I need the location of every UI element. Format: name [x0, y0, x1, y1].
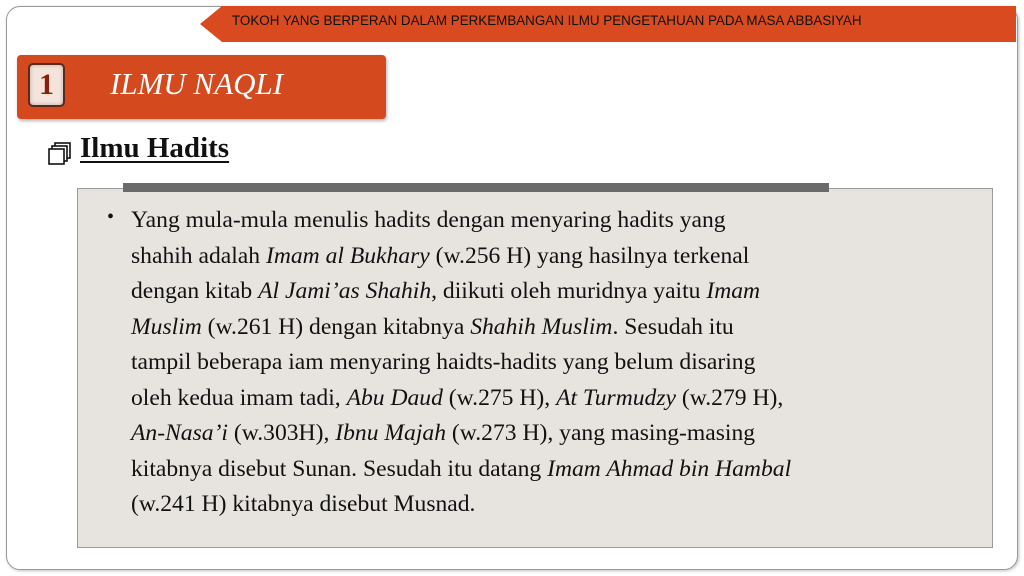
body-paragraph — [131, 203, 966, 523]
header-title: TOKOH YANG BERPERAN DALAM PERKEMBANGAN ILMU PENGETAHUAN PADA MASA ABBASIYAH — [232, 13, 862, 28]
text-line-4: Muslim (w.261 H) dengan kitabnya Shahih Muslim. Sesudah itu — [131, 313, 734, 340]
section-number: 1 — [39, 68, 54, 101]
name-ibnu-majah: Ibnu Majah — [335, 420, 446, 446]
text-line-3: dengan kitab Al Jami’as Shahih, diikuti oleh muridnya yaitu Imam — [131, 278, 761, 304]
text-line-9: (w.241 H) kitabnya disebut Musnad. — [131, 491, 476, 517]
text-line-7: An-Nasa’i (w.303H), Ibnu Majah (w.273 H), yang masing-masing — [131, 420, 756, 446]
name-at-turmudzy: At Turmudzy — [556, 384, 677, 411]
subtitle-ilmu-hadits: Ilmu Hadits — [80, 132, 230, 164]
bullet-point: • — [107, 206, 115, 228]
text-line-2: shahih adalah Imam al Bukhary (w.256 H) yang hasilnya terkenal — [131, 242, 750, 269]
name-abu-daud: Abu Daud — [346, 384, 443, 411]
text-line-8: kitabnya disebut Sunan. Sesudah itu datang Imam Ahmad bin Hambal — [131, 455, 792, 482]
stacked-squares-icon — [47, 141, 73, 167]
title-al-jamias-shahih: Al Jami’as Shahih — [258, 278, 432, 304]
section-title: ILMU NAQLI — [110, 66, 284, 101]
section-number-badge — [28, 63, 65, 107]
text-line-1: Yang mula-mula menulis hadits dengan menyaring hadits yang — [131, 207, 726, 233]
title-shahih-muslim: Shahih Muslim — [470, 313, 613, 340]
name-imam-muslim: Muslim — [131, 313, 202, 340]
text-line-5: tampil beberapa iam menyaring haidts-hadits yang belum disaring — [131, 349, 756, 375]
content-top-bar — [123, 183, 829, 192]
name-imam-al-bukhary: Imam al Bukhary — [265, 242, 430, 269]
text-line-6: oleh kedua imam tadi, Abu Daud (w.275 H), At Turmudzy (w.279 H), — [131, 384, 784, 411]
name-an-nasai: An-Nasa’i — [131, 420, 228, 446]
name-imam-ahmad-bin-hambal: Imam Ahmad bin Hambal — [547, 455, 792, 482]
